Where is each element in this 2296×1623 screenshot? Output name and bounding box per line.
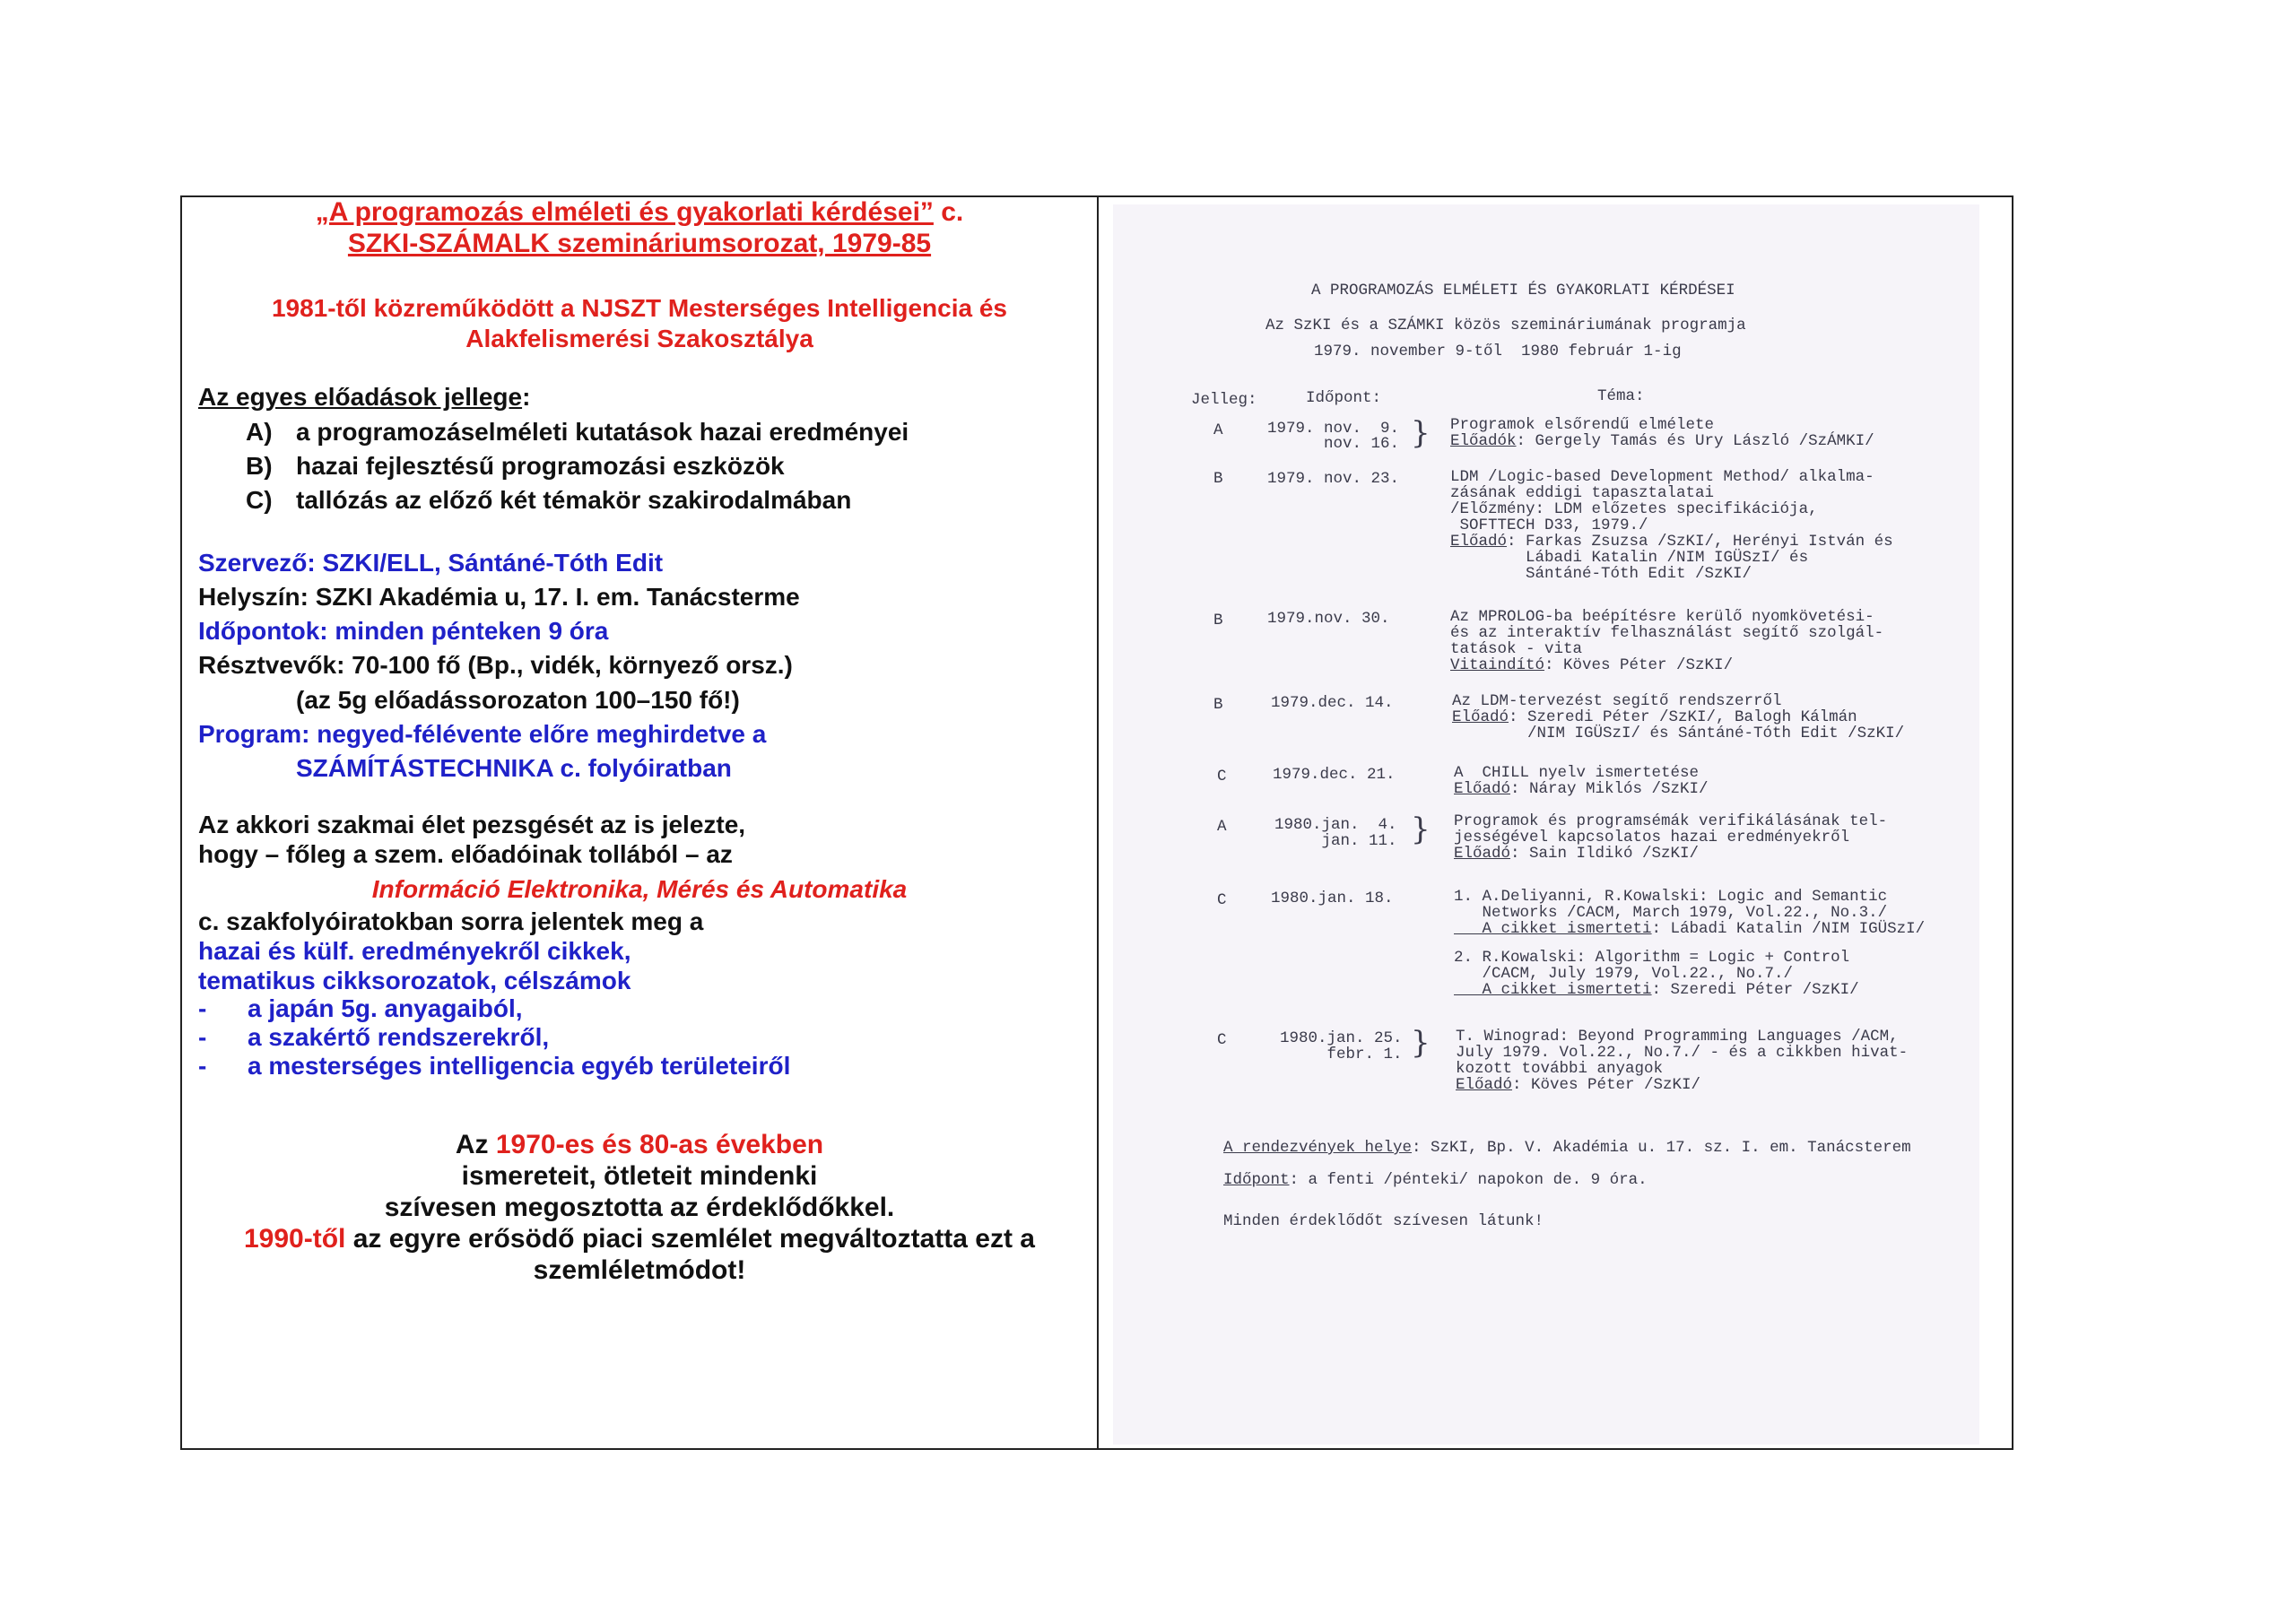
scan-entry-date: 1980.jan. 4. (1274, 816, 1397, 834)
title-line-2: SZKI-SZÁMALK szemináriumsorozat, 1979-85 (347, 229, 932, 258)
bullet-text: a japán 5g. anyagaiból, (248, 994, 523, 1022)
scan-entry-type: C (1217, 768, 1227, 785)
left-panel (182, 197, 1097, 1448)
title-suffix: c. (933, 197, 964, 227)
scan-heading-1: A PROGRAMOZÁS ELMÉLETI ÉS GYAKORLATI KÉRDÉSEI (1311, 282, 1735, 299)
scan-entry-extra: /CACM, July 1979, Vol.22., No.7./ (1454, 965, 1794, 983)
closing-1990: 1990-től (244, 1224, 346, 1254)
scan-entry-role (1452, 708, 1857, 726)
scan-entry-extra: Sántáné-Tóth Edit /SzKI/ (1450, 565, 1752, 583)
scan-entry-role (1450, 432, 1874, 450)
scan-entry-type: B (1213, 612, 1223, 629)
scan-entry-topic: tatások - vita (1450, 640, 1583, 658)
bullet-text: a szakértő rendszerekről, (248, 1023, 550, 1051)
scan-role-text: : Farkas Zsuzsa /SzKI/, Herényi István és (1507, 533, 1893, 551)
scan-role-label: Vitaindító (1450, 656, 1545, 674)
scan-brace: } (1411, 1025, 1431, 1061)
closing-line-5: szemléletmódot! (533, 1255, 746, 1285)
bullet-item (198, 994, 523, 1023)
times: Időpontok: minden pénteken 9 óra (198, 617, 609, 645)
scan-entry-role (1450, 533, 1893, 551)
scan-entry-topic: zásának eddigi tapasztalatai (1450, 484, 1715, 502)
scan-entry-topic: Programok elsőrendű elmélete (1450, 416, 1715, 434)
scan-role-label: Előadó (1452, 708, 1509, 726)
scan-entry-date: jan. 11. (1274, 832, 1397, 850)
venue: Helyszín: SZKI Akadémia u, 17. I. em. Tanácsterme (198, 583, 800, 611)
journal-name: Információ Elektronika, Mérés és Automatika (371, 875, 908, 903)
type-letter: B) (246, 452, 273, 480)
scan-entry-topic: T. Winograd: Beyond Programming Languages /ACM, (1456, 1028, 1899, 1046)
right-panel (1099, 197, 2012, 1448)
type-text: tallózás az előző két témakör szakirodalmában (296, 486, 852, 514)
scan-entry-type: C (1217, 891, 1227, 909)
type-item-a (246, 418, 909, 447)
closing-az: Az (455, 1130, 496, 1159)
scan-entry-topic: A CHILL nyelv ismertetése (1454, 764, 1700, 782)
scan-role-text: : Náray Miklós /SzKI/ (1510, 780, 1709, 798)
closing-line-3: szívesen megosztotta az érdeklődőkkel. (384, 1193, 895, 1222)
scan-entry-topic: Programok és programsémák verifikálásának tel- (1454, 812, 1888, 830)
para-blue-1: hazai és külf. eredményekről cikkek, (198, 937, 631, 965)
title-text: „A programozás elméleti és gyakorlati kérdései” (315, 197, 934, 227)
scan-entry-type: B (1213, 696, 1223, 714)
scan-role-text: : Sain Ildikó /SzKI/ (1510, 845, 1700, 863)
scan-col-topic: Téma: (1597, 387, 1645, 405)
closing-line-4-rest: az egyre erősödő piaci szemlélet megváltoztatta ezt a (345, 1224, 1035, 1254)
type-item-c (246, 486, 851, 515)
type-item-b (246, 452, 785, 481)
scan-entry-extra: /NIM IGÜSzI/ és Sántáné-Tóth Edit /SzKI/ (1452, 725, 1905, 742)
closing-line-1 (182, 1130, 1097, 1160)
scan-entry-type: B (1213, 470, 1223, 488)
scan-entry-role (1450, 656, 1733, 674)
scan-entry-date: nov. 16. (1267, 435, 1400, 453)
scanned-program-page (1113, 204, 1979, 1445)
participants-note: (az 5g előadássorozaton 100–150 fő!) (296, 686, 740, 714)
bullet-mark: - (198, 1052, 207, 1080)
scan-role-label: A cikket ismerteti (1454, 920, 1652, 938)
scan-entry-role (1456, 1076, 1700, 1094)
scan-entry-topic: jességével kapcsolatos hazai eredményekről (1454, 829, 1850, 846)
scan-entry-type: A (1217, 818, 1227, 836)
closing-years: 1970-es és 80-as években (495, 1130, 824, 1159)
scan-entry-type: A (1213, 421, 1223, 439)
scan-entry-role (1454, 920, 1925, 938)
closing-line-4 (182, 1224, 1097, 1254)
scan-footer-place-label: A rendezvények helye (1223, 1139, 1413, 1157)
scan-entry-date: 1979.dec. 14. (1271, 694, 1394, 712)
scan-entry-role (1454, 981, 1859, 999)
scan-col-type: Jelleg: (1191, 391, 1257, 409)
scan-role-text: : Köves Péter /SzKI/ (1544, 656, 1734, 674)
para-line-1: Az akkori szakmai élet pezsgését az is jelezte, (198, 811, 746, 838)
types-heading-colon: : (522, 383, 531, 411)
scan-footer-place-text: : SzKI, Bp. V. Akadémia u. 17. sz. I. em. Tanácsterem (1412, 1139, 1911, 1157)
bullet-text: a mesterséges intelligencia egyéb területeiről (248, 1052, 791, 1080)
scan-role-label: Előadó (1456, 1076, 1513, 1094)
scan-footer-time (1223, 1171, 1648, 1189)
scan-entry-topic: 1. A.Deliyanni, R.Kowalski: Logic and Semantic (1454, 888, 1888, 906)
program-line-1: Program: negyed-félévente előre meghirdetve a (198, 720, 767, 748)
para-line-4: c. szakfolyóiratokban sorra jelentek meg a (198, 907, 704, 935)
title-line-1 (182, 197, 1097, 228)
coop-line-2: Alakfelismerési Szakosztálya (465, 325, 813, 352)
program-line-2: SZÁMÍTÁSTECHNIKA c. folyóiratban (296, 754, 732, 782)
scan-entry-topic: kozott további anyagok (1456, 1060, 1664, 1078)
scan-footer-time-text: : a fenti /pénteki/ napokon de. 9 óra. (1289, 1171, 1648, 1189)
scan-entry-extra: 2. R.Kowalski: Algorithm = Logic + Control (1454, 949, 1850, 967)
scan-heading-2: Az SzKI és a SZÁMKI közös szemináriumának programja (1265, 317, 1746, 334)
scan-entry-role (1454, 845, 1699, 863)
type-letter: C) (246, 486, 273, 514)
scan-entry-role (1454, 780, 1709, 798)
bullet-mark: - (198, 994, 207, 1022)
scan-footer-welcome: Minden érdeklődőt szívesen látunk! (1223, 1212, 1544, 1230)
type-letter: A) (246, 418, 273, 446)
organizer: Szervező: SZKI/ELL, Sántáné-Tóth Edit (198, 549, 664, 577)
slide-frame (180, 195, 2013, 1450)
scan-entry-topic: LDM /Logic-based Development Method/ alkalma- (1450, 468, 1874, 486)
scan-entry-date: febr. 1. (1280, 1046, 1403, 1063)
scan-entry-topic: /Előzmény: LDM előzetes specifikációja, (1450, 500, 1818, 518)
scan-heading-3: 1979. november 9-től 1980 február 1-ig (1314, 343, 1682, 360)
bullet-mark: - (198, 1023, 207, 1051)
scan-entry-date: 1979.dec. 21. (1273, 766, 1396, 784)
scan-entry-topic: Az LDM-tervezést segítő rendszerről (1452, 692, 1782, 710)
scan-entry-topic: és az interaktív felhasználást segítő szolgál- (1450, 624, 1884, 642)
scan-entry-type: C (1217, 1031, 1227, 1049)
scan-entry-date: 1980.jan. 18. (1271, 890, 1394, 907)
scan-role-label: Előadó (1454, 845, 1511, 863)
scan-brace: } (1411, 415, 1431, 451)
scan-role-label: Előadó (1450, 533, 1508, 551)
type-text: hazai fejlesztésű programozási eszközök (296, 452, 785, 480)
types-heading-text: Az egyes előadások jellege (198, 383, 523, 411)
scan-footer-time-label: Időpont (1223, 1171, 1290, 1189)
scan-col-date: Időpont: (1306, 389, 1382, 407)
para-line-2: hogy – főleg a szem. előadóinak tollából – az (198, 840, 733, 868)
scan-role-text: : Szeredi Péter /SzKI/ (1651, 981, 1859, 999)
scan-footer-place (1223, 1139, 1911, 1157)
scan-entry-topic: Az MPROLOG-ba beépítésre kerülő nyomkövetési- (1450, 608, 1874, 626)
scan-role-text: : Gergely Tamás és Ury László /SzÁMKI/ (1516, 432, 1874, 450)
type-text: a programozáselméleti kutatások hazai eredményei (296, 418, 909, 446)
scan-role-label: Előadók (1450, 432, 1517, 450)
scan-brace: } (1411, 812, 1431, 847)
scan-role-label: A cikket ismerteti (1454, 981, 1652, 999)
scan-role-text: : Szeredi Péter /SzKI/, Balogh Kálmán (1509, 708, 1857, 726)
bullet-item (198, 1052, 790, 1081)
scan-entry-topic: Networks /CACM, March 1979, Vol.22., No.3./ (1454, 904, 1888, 922)
scan-entry-date: 1979.nov. 30. (1267, 610, 1390, 628)
scan-role-text: : Köves Péter /SzKI/ (1512, 1076, 1701, 1094)
scan-entry-date: 1980.jan. 25. (1280, 1029, 1403, 1047)
scan-entry-extra: Lábadi Katalin /NIM IGÜSzI/ és (1450, 549, 1809, 567)
coop-line-1: 1981-től közreműködött a NJSZT Mesterséges Intelligencia és (271, 294, 1008, 322)
scan-entry-topic: July 1979. Vol.22., No.7./ - és a cikkben hivat- (1456, 1044, 1909, 1062)
scan-role-label: Előadó (1454, 780, 1511, 798)
closing-line-2: ismereteit, ötleteit mindenki (461, 1161, 818, 1191)
scan-role-text: : Lábadi Katalin /NIM IGÜSzI/ (1651, 920, 1926, 938)
scan-entry-date: 1979. nov. 23. (1267, 470, 1400, 488)
scan-entry-topic: SOFTTECH D33, 1979./ (1450, 516, 1648, 534)
para-blue-2: tematikus cikksorozatok, célszámok (198, 967, 631, 994)
participants: Résztvevők: 70-100 fő (Bp., vidék, környező orsz.) (198, 651, 793, 679)
scan-entry-date: 1979. nov. 9. (1267, 420, 1400, 438)
bullet-item (198, 1023, 549, 1052)
types-heading (198, 383, 530, 412)
